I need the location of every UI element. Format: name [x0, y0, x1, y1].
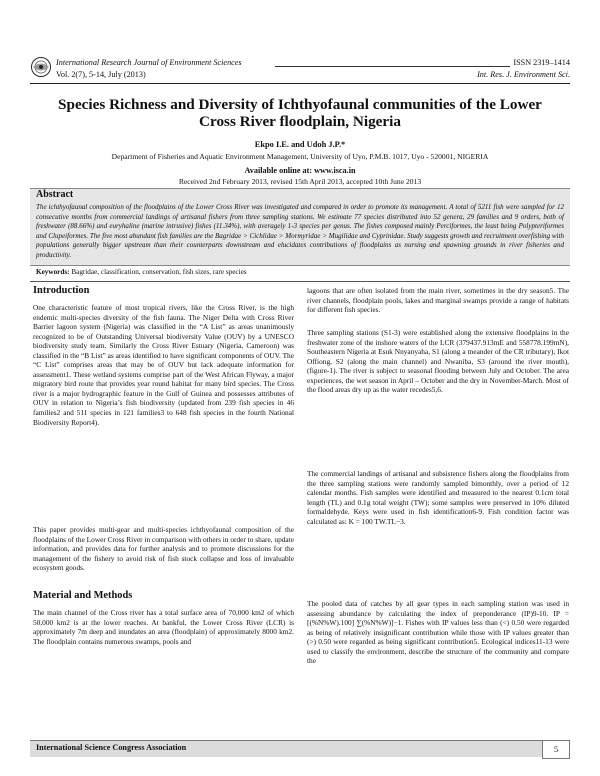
abundance-paragraph: The pooled data of catches by all gear types in each sampling station was used in assessing abundance by calculating the index of preponderance (IP)9-10. IP = [(%N%W).100] ∑(%N%W)]−1. Fishes with IP values less than (<) 0.50 were regarded as being of relatively insignificant contribution while those with IP values greater than (>) 0.50 were regarded as being significant contribution5. Ecological indices11-13 were used to classify the environment, describe the structure of the community and compare the: [307, 599, 569, 666]
title-line-1: Species Richness and Diversity of Ichthyofaunal communities of the Lower: [58, 96, 542, 113]
journal-name: International Research Journal of Environment Sciences: [56, 58, 242, 67]
volume: Vol. 2(7), 5-14, July (2013): [56, 70, 146, 79]
journal-logo-icon: [30, 56, 52, 78]
affiliation: Department of Fisheries and Aquatic Environment Management, University of Uyo, P.M.B. 1017, Uyo - 520001, NIGERIA: [111, 152, 489, 161]
methods-heading: Material and Methods: [33, 590, 133, 601]
intro-paragraph-1: One characteristic feature of most tropical rivers, like the Cross River, is the high endemic multi-species diversity of the fish fauna. The Niger Delta with Cross River Barrier lagoon system (Nigeria) was classified in the “A List” as areas unanimously recognized to be of Outstanding Universal biodiversity Value (OUV) by a UNESCO biodiversity study team. Similarly the Cross River Estuary (Nigeria, Cameroon) was classified in the “B List” as areas identified to have significant components of OUV. The “C List” comprises areas that may be of OUV but lack adequate information for assessment1. These wetland systems comprise part of the West African Flyway, a major migratory bird route that provides year round habitat for many bird species. The Cross river is a major hydrographic feature in the Gulf of Guinea and possesses attributes of OUV in relation to Nigeria’s fish biodiversity (updated from 239 fish species in 46 families2 and 511 species in 121 families3 to 648 fish species in the fourth National Biodiversity Report4).: [33, 303, 294, 427]
received-dates: Received 2nd February 2013, revised 15th April 2013, accepted 10th June 2013: [178, 177, 422, 186]
journal-header: [30, 56, 570, 92]
volume-line: [56, 70, 570, 79]
keywords-label: Keywords:: [36, 268, 70, 276]
issn: ISSN 2319–1414: [513, 58, 570, 67]
available-online: Available online at: www.isca.in: [244, 166, 356, 175]
footer-association: International Science Congress Association: [36, 743, 187, 752]
journal-abbrev: Int. Res. J. Environment Sci.: [477, 70, 570, 79]
title-line-2: Cross River floodplain, Nigeria: [199, 113, 401, 130]
right-column: [307, 286, 569, 736]
abstract-text: The ichthyofaunal composition of the floodplains of the Lower Cross River was investigated and compared in order to promote its management. A total of 5211 fish were sampled for 12 consecutive months from commercial landings of artisanal fishers from three sampling stations. We estimate 77 species distributed into 52 genera, 29 families and 9 orders, both of freshwater (88.66%) and euryhaline (marine intrusive) fishes (11.34%), with averagely 1-3 species per genus. The fishes composed mainly Perciformes, the least being Polypteriformes and Clupeiformes. The five most abundant fish families are the Bagridae > Cichlidae > Mormyridae > Mugilidae and Cyprinidae. Study suggests growth and recruitment overfishing with populations generally bigger upstream than their counterparts downstream and elucidates contributions of floodplains as nursing and spawning grounds in river fisheries and productivity.: [36, 203, 564, 259]
sampling-paragraph: Three sampling stations (S1-3) were established along the extensive floodplains in the freshwater zone of the inshore waters of the LCR (379437.913mE and 558778.199mN), Southeastern Nigeria at Esuk Nnyanyaha, S1 (along a meander of the CR tributary), Ikot Offiong, S2 (along the main channel) and Nwaniba, S3 (around the river mouth), (figure-1). The river is subject to seasonal flooding between July and October. The area experiences, the wet season in April – October and the dry in November-March. Most of the flood areas dry up as the water recedes5,6.: [307, 328, 569, 395]
header-rule: [275, 66, 510, 67]
page-number: 5: [542, 740, 570, 759]
header-bottom-rule: [30, 83, 570, 84]
introduction-heading: Introduction: [33, 285, 90, 296]
methods-paragraph-1: The main channel of the Cross river has a total surface area of 70,000 km2 of which 50,000 km2 is at the lower reaches. At bankful, the Lower Cross River (LCR) is approximately 7m deep and inundates an area (floodplain) of approximately 8000 km2. The floodplain contains numerous swamps, pools and: [33, 608, 294, 646]
keywords: [36, 268, 564, 276]
right-paragraph-1: lagoons that are often isolated from the main river, sometimes in the dry season5. The river channels, floodplain pools, lakes and marginal swamps provide a range of habitats for different fish species.: [307, 286, 569, 315]
abstract-heading: Abstract: [36, 189, 74, 200]
authors: Ekpo I.E. and Udoh J.P.*: [254, 140, 346, 149]
keywords-list: Bagridae, classification, conservation, fish sizes, rare species: [71, 268, 247, 276]
intro-paragraph-2: This paper provides multi-gear and multi-species ichthyofaunal composition of the floodplains of the Lower Cross River in comparison with others in order to share, update information, and provides data for further analysis and to promote discussions for the management of the fishery to avoid risk of fish stock collapse and loss of invaluable ecosystem goods.: [33, 525, 294, 573]
paper-title: [40, 96, 560, 130]
left-column: [33, 286, 294, 736]
section-separator: [30, 281, 570, 282]
landings-paragraph: The commercial landings of artisanal and subsistence fishers along the floodplains from the three sampling stations were randomly sampled bimonthly, over a period of 12 calendar months. Fish samples were identified and measured to the nearest 0.1cm total length (TL) and 0.1g total weight (TW); some samples were preserved in 10% diluted formaldehyde. Keys were used in fish identification6-9. Fish condition factor was calculated as: K = 100 TW.TL−3.: [307, 469, 569, 526]
